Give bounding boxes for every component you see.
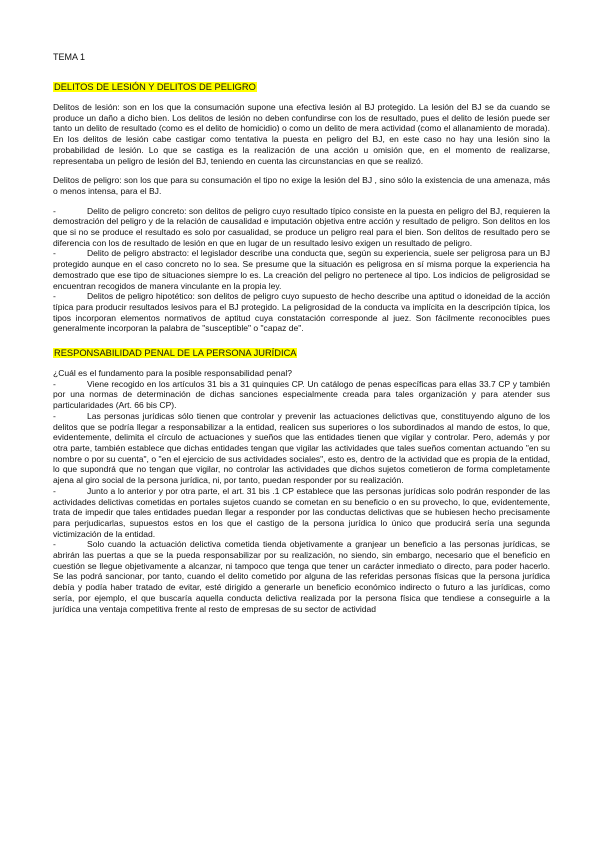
- bullet-beneficio: [53, 539, 550, 614]
- bullet-dash: -: [53, 410, 56, 421]
- section-heading-responsabilidad: RESPONSABILIDAD PENAL DE LA PERSONA JURÍDICA: [54, 348, 297, 359]
- bullet-dash: -: [53, 485, 56, 496]
- question-fundamento: ¿Cuál es el fundamento para la posible responsabilidad penal?: [53, 368, 292, 379]
- bullet-articulos: [53, 379, 550, 411]
- bullet-peligro-concreto: [53, 206, 550, 249]
- bullet-text: Viene recogido en los artículos 31 bis a 31 quinquies CP. Un catálogo de penas específicas para ellas 33.7 CP y también por una normas de determinación de dichas sanciones especialmente creada para tales organización y para atender sus particularidades (Art. 66 bis CP).: [53, 378, 550, 411]
- bullet-peligro-abstracto: [53, 248, 550, 291]
- bullet-dash: -: [53, 378, 56, 389]
- bullet-text: Solo cuando la actuación delictiva cometida tienda objetivamente a granjear un beneficio a las personas jurídicas, se abrirán las puertas a que se la pueda responsabilizar por su realización, no siendo, sin embargo, necesario que el beneficio en cuestión se llegue objetivamente a alcanzar, ni tampoco que tenga que tener un carácter inmediato o directo, para poder hacerlo. Se las podrá sancionar, por tanto, cuando el delito cometido por alguna de las referidas personas físicas que la persona jurídica debía y podía haber tratado de evitar, esté dirigido a generarle un beneficio económico indirecto o futuro a las jurídicas, como sería, por ejemplo, el que buscaría aquella conducta delictiva realizada por la persona física que tendiese a conseguirle a la jurídica una ventaja competitiva frente al resto de empresas de su sector de actividad: [53, 539, 550, 614]
- bullet-controlar-prevenir: [53, 411, 550, 486]
- bullet-text: Delitos de peligro hipotético: son delitos de peligro cuyo supuesto de hecho describe una aptitud o idoneidad de la acción típica para producir resultados lesivos para el BJ protegido. La peligrosidad de la conducta va implícita en la descripción típica, los tipos incorporan elementos normativos de aptitud cuya constatación corresponde al juez. Son fácilmente reconocibles pues generalmente incorporan la palabra de "susceptible" o "capaz de".: [53, 291, 550, 334]
- bullet-text: Delito de peligro concreto: son delitos de peligro cuyo resultado típico consiste en la puesta en peligro del BJ, requieren la demostración del peligro y de la relación de causalidad e imputación objetiva entre acción y resultado de peligro. Son delitos en los que si no se produce el resultado es solo por casualidad, se produce un peligro real para el bien. Son delitos de resultado pero se diferencia con los de resultado de lesión en que en lugar de un resultado lesivo exigen un resultado de peligro.: [53, 205, 550, 248]
- section-heading-delitos: DELITOS DE LESIÓN Y DELITOS DE PELIGRO: [54, 82, 256, 92]
- topic-label: TEMA 1: [53, 52, 86, 62]
- paragraph-delitos-lesion: Delitos de lesión: son en los que la consumación supone una efectiva lesión al BJ protegido. La lesión del BJ se da cuando se produce un daño a dicho bien. Los delitos de lesión no deben confundirse con los de resultado, pues el delito de lesión puede ser tanto un delito de resultado (como es el delito de homicidio) o como un delito de mera actividad (como el allanamiento de morada). En los delitos de lesión cabe castigar como tentativa la puesta en peligro del BJ, en este caso no hay una lesión sino la probabilidad de lesión. Lo que se castiga es la realización de una acción u omisión que, en el momento de realizarse, representaba un peligro de lesión del BJ, teniendo en cuenta las circunstancias en que se realizó.: [53, 102, 550, 166]
- bullet-peligro-hipotetico: [53, 291, 550, 334]
- bullet-text: Junto a lo anterior y por otra parte, el art. 31 bis .1 CP establece que las personas jurídicas solo podrán responder de las actividades delictivas cometidas en portales sujetos cuando se cometan en su beneficio o en su provecho, lo que, evidentemente, trata de impedir que tales entidades puedan llegar a responder por las conductas delictivas que se hubiesen hecho precisamente para perjudicarlas, supuestos estos en los que el castigo de la persona jurídica lo único que producirá sería una segunda victimización de la entidad.: [53, 485, 550, 539]
- bullet-dash: -: [53, 291, 56, 302]
- bullet-dash: -: [53, 205, 56, 216]
- paragraph-delitos-peligro: Delitos de peligro: son los que para su consumación el tipo no exige la lesión del BJ , sino sólo la existencia de una amenaza, más o menos intensa, para el BJ.: [53, 175, 550, 196]
- bullet-art-31-bis: [53, 486, 550, 540]
- bullet-text: Las personas jurídicas sólo tienen que controlar y prevenir las actuaciones delictivas que, constituyendo alguno de los delitos que se podría llegar a responsabilizar a la entidad, realicen sus superiores o los subordinados al mando de estos, lo que, evidentemente, delimita el círculo de actuaciones y sueños que las entidades tienen que vigilar y controlar. Pero, además y por otra parte, también establece que dichas entidades tengan que vigilar las actividades que tales sueños comentan actuando "en su nombre o por su cuenta", o "en el ejercicio de sus actividades sociales", esto es, dentro de la actividad que es propia de la entidad, lo que supondrá que no tengan que vigilar, no controlar las actividades que dichos sujetos cometieron de forma completamente ajena al giro social de la persona jurídica, ni, por tanto, puedan responder por su realización.: [53, 410, 550, 486]
- bullet-text: Delito de peligro abstracto: el legislador describe una conducta que, según su experiencia, suele ser peligrosa para un BJ protegido aunque en el caso concreto no lo sea. Se presume que la situación es peligrosa en sí misma porque la experiencia ha demostrado que ese tipo de situaciones siempre lo es. La creación del peligro no pertenece al tipo. Los indicios de peligrosidad se encuentran recogidos de manera vinculante en la propia ley.: [53, 248, 550, 291]
- bullet-dash: -: [53, 539, 56, 550]
- bullet-dash: -: [53, 248, 56, 259]
